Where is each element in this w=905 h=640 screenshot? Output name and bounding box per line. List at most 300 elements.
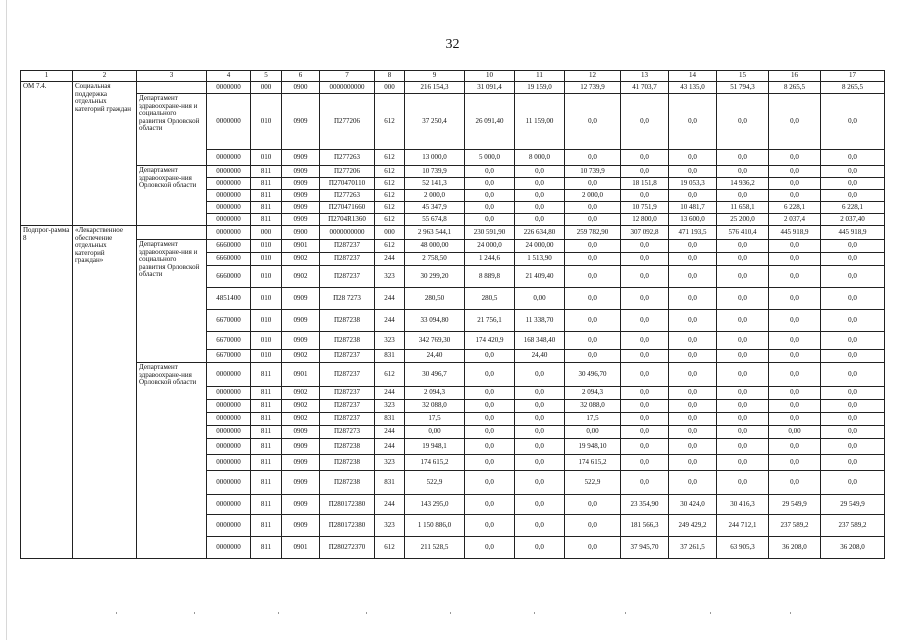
table-cell: 0,0 [565,214,621,226]
table-cell: 0902 [282,253,320,266]
table-cell: 0902 [282,413,320,426]
table-cell: 0,0 [717,190,769,202]
table-cell: 0,0 [621,363,669,387]
table-cell: 010 [251,332,282,350]
page-number: 32 [445,37,460,52]
table-cell: 181 566,3 [621,515,669,537]
table-cell: 612 [375,363,405,387]
table-cell: 323 [375,332,405,350]
table-cell: 37 945,70 [621,537,669,559]
table-cell: 0,0 [515,413,565,426]
table-cell: 0,0 [769,240,821,253]
table-cell: 0,0 [515,166,565,178]
table-cell: 6 228,1 [821,202,885,214]
table-cell: 0,0 [621,387,669,400]
table-cell: 12 800,0 [621,214,669,226]
table-cell: 0,0 [717,310,769,332]
table-cell: 0000000 [207,82,251,94]
table-cell: 0,0 [821,266,885,288]
table-cell: 0000000 [207,439,251,455]
table-cell: 000 [251,226,282,240]
table-cell: 1 244,6 [465,253,515,266]
program-title: Социальная поддержка отдельных категорий граждан [73,82,137,226]
table-cell: П280172380 [320,515,375,537]
table-cell: 2 037,40 [821,214,885,226]
table-cell: 280,50 [405,288,465,310]
table-cell: 0,0 [821,455,885,471]
column-header: 17 [821,71,885,82]
table-cell: 0,0 [515,387,565,400]
table-cell: 0900 [282,82,320,94]
table-cell: 0000000 [207,190,251,202]
table-cell: 0000000 [207,515,251,537]
table-cell: 230 591,90 [465,226,515,240]
table-cell: П287238 [320,455,375,471]
table-cell: 11 338,70 [515,310,565,332]
table-cell: 0,0 [669,387,717,400]
table-cell: 0,0 [821,471,885,495]
table-cell: 0,0 [669,166,717,178]
header-row [21,71,885,82]
table-cell: 445 918,9 [769,226,821,240]
department-name: Департамент здравоохране-ния и социального развития Орловской области [137,94,207,166]
table-cell: 831 [375,471,405,495]
table-cell: 0,0 [621,455,669,471]
table-cell: 0,0 [769,455,821,471]
table-cell: 811 [251,387,282,400]
table-cell: 19 948,10 [565,439,621,455]
table-cell: 0,0 [669,426,717,439]
table-cell: 0,0 [515,515,565,537]
budget-table [20,70,885,559]
table-cell: 0909 [282,332,320,350]
column-header: 16 [769,71,821,82]
table-cell: 0,0 [717,439,769,455]
table-cell: 0,0 [769,94,821,150]
table-cell: 0,0 [565,350,621,363]
program-code: ОМ 7.4. [21,82,73,226]
table-cell: П280172380 [320,495,375,515]
table-cell: 6 228,1 [769,202,821,214]
column-header: 7 [320,71,375,82]
table-cell: 24,40 [405,350,465,363]
table-cell: 0,0 [717,426,769,439]
table-cell: 0,0 [669,253,717,266]
table-cell: 471 193,5 [669,226,717,240]
table-cell: 522,9 [565,471,621,495]
table-cell: 12 739,9 [565,82,621,94]
table-cell: 0,0 [669,240,717,253]
table-cell: 0,00 [405,426,465,439]
table-cell: 0,0 [515,178,565,190]
table-cell: 1 513,90 [515,253,565,266]
table-cell: 33 094,80 [405,310,465,332]
column-header: 1 [21,71,73,82]
table-cell: П287237 [320,387,375,400]
table-cell: 831 [375,413,405,426]
table-cell: 0,0 [515,537,565,559]
table-cell: 4851400 [207,288,251,310]
table-cell: 0000000 [207,166,251,178]
column-header: 11 [515,71,565,82]
table-cell: 0,0 [717,166,769,178]
table-cell: 0000000000 [320,82,375,94]
table-cell: 174 615,2 [405,455,465,471]
table-cell: 0,0 [769,310,821,332]
table-cell: 000 [375,226,405,240]
table-cell: 0909 [282,471,320,495]
table-cell: 30 496,70 [565,363,621,387]
table-row [21,363,885,387]
table-cell: 612 [375,190,405,202]
table-cell: 811 [251,537,282,559]
table-cell: П287273 [320,426,375,439]
table-cell: 19 053,3 [669,178,717,190]
table-cell: 0,0 [669,439,717,455]
table-cell: 0,0 [515,455,565,471]
table-cell: 0,0 [769,363,821,387]
table-cell: 0909 [282,94,320,150]
table-cell: П287237 [320,240,375,253]
table-cell: 0901 [282,363,320,387]
table-cell: 24 000,00 [515,240,565,253]
table-cell: 811 [251,166,282,178]
table-cell: 51 794,3 [717,82,769,94]
table-cell: 010 [251,350,282,363]
table-cell: 0909 [282,455,320,471]
table-cell: 0,0 [515,190,565,202]
table-cell: 0,0 [621,426,669,439]
table-cell: 31 091,4 [465,82,515,94]
table-cell: 8 889,8 [465,266,515,288]
table-cell: 0,0 [621,413,669,426]
table-cell: 010 [251,94,282,150]
table-cell: 0,0 [717,94,769,150]
table-cell: 0,0 [621,332,669,350]
table-cell: 0,0 [717,413,769,426]
table-cell: 244 [375,426,405,439]
table-cell: 0,0 [565,202,621,214]
table-cell: 0,0 [465,350,515,363]
table-cell: 0,0 [621,439,669,455]
table-cell: 0000000 [207,178,251,190]
table-cell: 2 094,3 [565,387,621,400]
table-cell: 168 348,40 [515,332,565,350]
table-cell: 0,0 [717,253,769,266]
table-cell: 0,0 [565,240,621,253]
table-cell: 0,0 [821,350,885,363]
table-cell: 0,0 [515,495,565,515]
table-cell: 13 000,0 [405,150,465,166]
column-header: 4 [207,71,251,82]
table-cell: 2 094,3 [405,387,465,400]
table-cell: 0,0 [769,253,821,266]
column-header: 5 [251,71,282,82]
table-cell: 0901 [282,240,320,253]
department-name: Департамент здравоохране-ния и социального развития Орловской области [137,240,207,363]
table-cell: 811 [251,214,282,226]
table-cell: П287237 [320,363,375,387]
table-cell: 0901 [282,537,320,559]
table-cell: 0,0 [621,471,669,495]
table-cell: 0909 [282,495,320,515]
table-cell: 0,0 [621,166,669,178]
table-cell: 0,0 [565,310,621,332]
table-cell: 211 528,5 [405,537,465,559]
table-cell: 10 739,9 [405,166,465,178]
table-cell: 63 905,3 [717,537,769,559]
table-cell: 0,0 [565,332,621,350]
table-cell: 17,5 [405,413,465,426]
table-cell: 0,0 [769,150,821,166]
table-cell: 522,9 [405,471,465,495]
table-cell: 0,0 [769,387,821,400]
column-header: 3 [137,71,207,82]
group-total-row [21,226,885,240]
table-cell: 280,5 [465,288,515,310]
table-cell: 0,0 [621,266,669,288]
table-cell: 0000000 [207,471,251,495]
table-cell: 612 [375,214,405,226]
table-cell: 0,0 [769,166,821,178]
table-cell: 0000000 [207,150,251,166]
table-cell: 244 [375,310,405,332]
table-cell: 174 420,9 [465,332,515,350]
table-cell: 0,0 [669,455,717,471]
table-cell: 0,0 [769,350,821,363]
table-cell: 0000000 [207,214,251,226]
table-cell: П287237 [320,413,375,426]
table-cell: 6670000 [207,350,251,363]
table-cell: 52 141,3 [405,178,465,190]
table-cell: 0,0 [565,537,621,559]
table-cell: 226 634,80 [515,226,565,240]
table-cell: 0,0 [821,439,885,455]
table-cell: 19 948,1 [405,439,465,455]
table-cell: 0,0 [821,332,885,350]
table-cell: 307 092,8 [621,226,669,240]
table-cell: 2 037,4 [769,214,821,226]
table-cell: 0902 [282,387,320,400]
table-cell: 0,0 [769,439,821,455]
table-cell: 0,0 [515,202,565,214]
table-cell: 143 295,0 [405,495,465,515]
table-cell: 10 751,9 [621,202,669,214]
table-cell: 0,0 [515,214,565,226]
table-cell: 0,0 [465,387,515,400]
table-cell: 0,0 [821,178,885,190]
table-cell: 26 091,40 [465,94,515,150]
table-cell: 0,0 [821,94,885,150]
table-cell: 0,0 [821,190,885,202]
table-cell: 6660000 [207,266,251,288]
table-cell: 811 [251,439,282,455]
table-cell: 0,0 [669,332,717,350]
table-cell: 0902 [282,400,320,413]
table-cell: 2 963 544,1 [405,226,465,240]
column-header: 13 [621,71,669,82]
table-cell: 0,0 [821,166,885,178]
table-cell: 0909 [282,202,320,214]
table-cell: 0000000 [207,455,251,471]
department-name: Департамент здравоохране-ния Орловской области [137,363,207,559]
table-cell: 0,0 [717,387,769,400]
table-cell: П2704R1360 [320,214,375,226]
table-cell: 612 [375,94,405,150]
table-cell: 10 739,9 [565,166,621,178]
table-cell: 10 481,7 [669,202,717,214]
table-cell: 342 769,30 [405,332,465,350]
table-cell: 36 208,0 [821,537,885,559]
scan-dots [20,612,884,618]
program-code: Подпрог-рамма 8 [21,226,73,559]
table-cell: 24,40 [515,350,565,363]
table-cell: 010 [251,240,282,253]
table-cell: 0000000000 [320,226,375,240]
table-cell: 612 [375,150,405,166]
table-cell: 0,0 [769,190,821,202]
table-cell: 0,0 [669,266,717,288]
table-cell: 0,0 [669,400,717,413]
table-cell: 0,00 [769,426,821,439]
table-cell: П28 7273 [320,288,375,310]
table-cell: 259 782,90 [565,226,621,240]
table-cell: 0,0 [565,266,621,288]
table-cell: 21 409,40 [515,266,565,288]
table-cell: 0,0 [717,400,769,413]
table-cell: 244 [375,387,405,400]
table-cell: 0,0 [669,471,717,495]
table-cell: 576 410,4 [717,226,769,240]
table-cell: 811 [251,190,282,202]
table-cell: 0,00 [565,426,621,439]
table-cell: 811 [251,413,282,426]
table-cell: 0000000 [207,387,251,400]
table-cell: 0,0 [621,253,669,266]
table-body [21,71,885,559]
table-cell: 249 429,2 [669,515,717,537]
table-cell: 811 [251,455,282,471]
table-row [21,94,885,150]
table-cell: 0000000 [207,400,251,413]
table-cell: 0,0 [465,537,515,559]
table-cell: 811 [251,426,282,439]
table-cell: 37 250,4 [405,94,465,150]
table-cell: П287238 [320,471,375,495]
table-cell: 32 088,0 [405,400,465,413]
table-cell: П287237 [320,350,375,363]
table-cell: 6670000 [207,332,251,350]
table-cell: 0000000 [207,226,251,240]
table-cell: 0,0 [717,332,769,350]
table-cell: 0909 [282,190,320,202]
table-cell: 0,0 [621,240,669,253]
table-cell: 25 200,0 [717,214,769,226]
table-cell: 811 [251,471,282,495]
table-cell: 0,0 [821,240,885,253]
table-cell: 0,0 [769,332,821,350]
table-cell: 216 154,3 [405,82,465,94]
column-header: 9 [405,71,465,82]
table-cell: 000 [251,82,282,94]
table-cell: 24 000,0 [465,240,515,253]
table-cell: 0,0 [465,166,515,178]
table-cell: 30 496,7 [405,363,465,387]
table-cell: 0909 [282,150,320,166]
table-cell: 0909 [282,166,320,178]
table-cell: П277206 [320,166,375,178]
table-cell: 0,0 [465,202,515,214]
table-cell: 0,0 [769,413,821,426]
table-cell: 244 712,1 [717,515,769,537]
table-cell: 36 208,0 [769,537,821,559]
table-cell: 0902 [282,266,320,288]
table-cell: П277263 [320,190,375,202]
table-cell: 0,0 [769,400,821,413]
table-cell: 0,0 [821,387,885,400]
table-cell: 0,0 [769,266,821,288]
table-cell: П287237 [320,400,375,413]
table-cell: 244 [375,439,405,455]
table-cell: 0,0 [465,495,515,515]
table-cell: 811 [251,202,282,214]
table-cell: 0,0 [821,150,885,166]
table-cell: 1 150 886,0 [405,515,465,537]
table-cell: 0909 [282,439,320,455]
column-header: 2 [73,71,137,82]
table-cell: 0,0 [621,288,669,310]
table-cell: 0,0 [565,515,621,537]
table-cell: 8 265,5 [769,82,821,94]
table-cell: 0,0 [621,350,669,363]
table-cell: 0,0 [717,471,769,495]
table-cell: 0,0 [717,266,769,288]
table-cell: 5 000,0 [465,150,515,166]
table-cell: 0,0 [515,471,565,495]
table-cell: 0909 [282,178,320,190]
table-cell: П277206 [320,94,375,150]
table-cell: 30 299,20 [405,266,465,288]
table-row [21,166,885,178]
table-row [21,240,885,253]
table-cell: 244 [375,288,405,310]
table-cell: 2 000,0 [565,190,621,202]
table-cell: 0,0 [465,439,515,455]
table-cell: 010 [251,288,282,310]
table-cell: 612 [375,166,405,178]
table-cell: 237 589,2 [821,515,885,537]
table-cell: 0,0 [821,253,885,266]
table-cell: 323 [375,455,405,471]
table-cell: 0,0 [717,455,769,471]
table-cell: 811 [251,515,282,537]
table-cell: 0000000 [207,413,251,426]
table-cell: 21 756,1 [465,310,515,332]
table-cell: П287238 [320,310,375,332]
table-cell: 010 [251,253,282,266]
table-cell: 0,0 [717,240,769,253]
table-cell: 0,0 [465,455,515,471]
table-cell: 0,0 [465,515,515,537]
table-cell: 0902 [282,350,320,363]
table-cell: 17,5 [565,413,621,426]
table-cell: 174 615,2 [565,455,621,471]
table-cell: 811 [251,495,282,515]
column-header: 6 [282,71,320,82]
table-cell: П277263 [320,150,375,166]
table-cell: 0,0 [465,178,515,190]
table-cell: 0,0 [465,471,515,495]
